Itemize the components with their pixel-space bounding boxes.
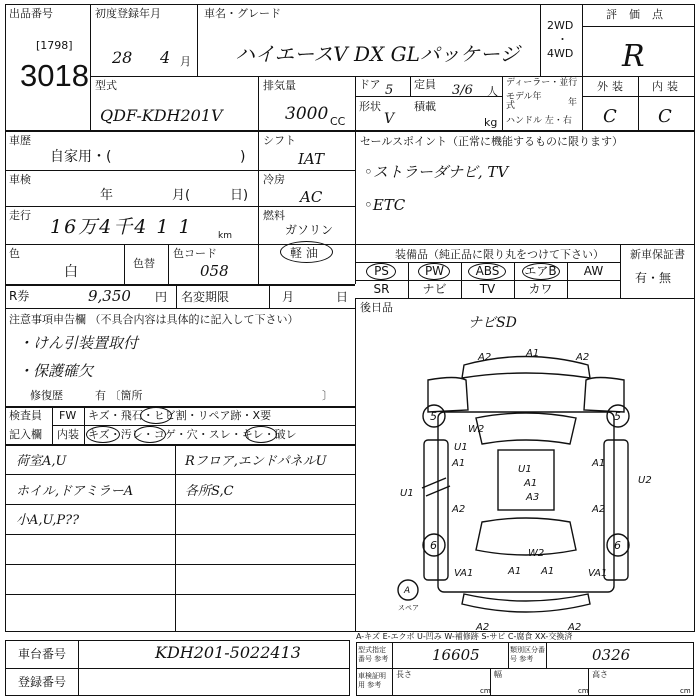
deadline-month: 月	[282, 290, 295, 304]
sales-line2: ◦ETC	[364, 196, 406, 214]
mark-w2-front: W2	[468, 424, 485, 435]
comment-1: 荷室A,U	[16, 454, 67, 469]
color-value: 白	[64, 264, 78, 280]
mark-a1-right: A1	[592, 458, 606, 469]
lot-sub: [1798]	[36, 39, 73, 52]
mark-5-fl: 5	[430, 410, 437, 423]
windshield-shape	[476, 413, 576, 444]
notes-line1: ・けん引装置取付	[18, 334, 139, 352]
displacement-unit: CC	[330, 115, 346, 128]
mileage-unit: km	[218, 231, 232, 241]
length-label: 長さ	[396, 670, 412, 679]
name-grade-value: ハイエースV DX GLパッケージ	[235, 42, 520, 66]
type-designation-value: 16605	[432, 646, 480, 664]
interior-insp-label: 内装	[57, 428, 79, 441]
first-reg-month-unit: 月	[180, 55, 191, 68]
mark-a1-front: A1	[526, 348, 540, 359]
mark-a2-left-rear: A2	[452, 504, 466, 515]
legend: A-キズ E-エクボ U-凹み W-補修跡 S-サビ C-腐食 XX-交換済	[356, 632, 573, 641]
category-label: 類別区分番号 参考	[510, 646, 545, 663]
equip-navi: ナビ	[422, 282, 447, 296]
width-label: 幅	[494, 670, 502, 679]
equip-airbag: エアB	[524, 264, 557, 278]
scratch-circle	[86, 426, 120, 443]
mark-6-rr: 6	[614, 539, 621, 552]
category-value: 0326	[592, 646, 631, 664]
equip-ps: PS	[374, 264, 389, 278]
warranty-label: 新車保証書	[630, 248, 685, 261]
repair-value: 有 〔箇所	[95, 389, 143, 402]
repair-label: 修復歴	[30, 389, 63, 402]
model-value: QDF-KDH201V	[100, 106, 223, 125]
first-reg-label: 初度登録年月	[95, 7, 161, 20]
year-unit: 年	[568, 98, 578, 108]
entry-label: 記入欄	[9, 428, 42, 441]
equip-leather: カワ	[528, 282, 553, 296]
shaken-month: 月(	[172, 188, 191, 203]
mark-u1-front: U1	[454, 442, 468, 453]
comment-5: 小A,U,P??	[16, 513, 80, 528]
fuel-circle	[280, 241, 333, 263]
capacity-label: 定員	[414, 78, 436, 91]
drive-4wd: 4WD	[547, 47, 574, 60]
loading-label: 積載	[414, 100, 436, 113]
r-unit: 円	[155, 290, 168, 304]
length-unit: cm	[480, 687, 491, 695]
rear-bumper-shape	[462, 594, 590, 612]
color-code-label: 色コード	[173, 247, 217, 260]
exterior-value: C	[603, 106, 617, 127]
ac-value: AC	[300, 188, 323, 206]
right-front-shape	[584, 378, 624, 413]
chassis-label: 車台番号	[18, 647, 67, 661]
name-grade-label: 車名・グレード	[204, 7, 281, 20]
notes-line2: ・保護確欠	[18, 362, 94, 380]
mark-5-fr: 5	[614, 410, 621, 423]
car-damage-diagram	[356, 340, 694, 632]
mark-a1-roof: A1	[524, 478, 538, 489]
inspector-label: 検査員	[9, 409, 42, 422]
height-label: 高さ	[592, 670, 608, 679]
loading-unit: kg	[484, 116, 498, 129]
cert-label: 車検証明用 参考	[358, 672, 386, 689]
deadline-day: 日	[336, 290, 349, 304]
height-unit: cm	[680, 687, 691, 695]
dealer-label: ディーラー・並行	[506, 78, 578, 88]
interior-insp-items: キズ・汚レ・コゲ・穴・スレ・キレ・破レ	[88, 428, 297, 441]
score-label: 評価点	[606, 8, 675, 21]
mark-va1-left: VA1	[454, 568, 474, 579]
fw-items: キズ・飛石・ヒビ割・リペア跡・X要	[88, 409, 272, 422]
model-label: 型式	[95, 79, 117, 92]
left-side-shape	[424, 440, 448, 580]
score-value: R	[622, 39, 645, 74]
interior-value: C	[658, 106, 672, 127]
door-value: 5	[385, 83, 394, 98]
fuel-label: 燃料	[263, 209, 285, 222]
shape-label: 形状	[359, 100, 381, 113]
notes-label: 注意事項申告欄 （不具合内容は具体的に記入して下さい）	[9, 313, 299, 326]
lot-number: 3018	[20, 58, 89, 93]
mark-a-spare: A	[404, 586, 411, 596]
mark-a2-front-right: A2	[576, 352, 590, 363]
rear-window-shape	[476, 518, 576, 555]
mark-a2-front-left: A2	[478, 352, 492, 363]
repair-close: 〕	[322, 389, 333, 402]
left-front-shape	[428, 378, 468, 413]
airbag-circle	[522, 263, 560, 280]
shaken-year: 年	[100, 188, 114, 203]
shift-label: シフト	[263, 134, 296, 147]
mark-u1-left: U1	[400, 488, 414, 499]
mark-a1-left: A1	[452, 458, 466, 469]
handle-label: ハンドル 左・右	[506, 116, 572, 126]
aftermarket-label: 後日品	[360, 301, 393, 314]
chip-circle	[140, 407, 172, 424]
shape-value: V	[384, 111, 395, 127]
abs-circle	[468, 263, 506, 280]
shaken-label: 車検	[9, 173, 31, 186]
lot-label: 出品番号	[9, 7, 53, 20]
spare-label: スペア	[398, 604, 419, 612]
interior-label: 内装	[652, 80, 682, 93]
fuel-light-oil: 軽 油	[290, 246, 318, 260]
sales-line1: ◦ストラーダナビ, TV	[364, 163, 509, 181]
equipment-label: 装備品（純正品に限り丸をつけて下さい）	[395, 248, 604, 261]
mileage-label: 走行	[9, 209, 31, 222]
mark-a1-rear-left: A1	[508, 566, 522, 577]
history-close: )	[240, 149, 246, 165]
fw-label: FW	[59, 409, 77, 422]
equip-pw: PW	[424, 264, 445, 278]
mark-a1-rear-right: A1	[541, 566, 555, 577]
pw-circle	[418, 263, 450, 280]
model-year-label: モデル年式	[506, 92, 542, 111]
mark-w2-rear: W2	[528, 548, 545, 559]
mark-a2-rear-right: A2	[568, 622, 582, 632]
chassis-value: KDH201-5022413	[155, 643, 301, 662]
drive-dot: ・	[557, 33, 568, 46]
mark-a2-right-rear: A2	[592, 504, 606, 515]
equip-aw: AW	[583, 264, 604, 278]
shaken-day: 日)	[230, 188, 249, 203]
displacement-value: 3000	[285, 104, 329, 124]
drive-2wd: 2WD	[547, 19, 574, 32]
fuel-gasoline: ガソリン	[285, 223, 334, 237]
right-side-shape	[604, 440, 628, 580]
sales-label: セールスポイント（正常に機能するものに限ります）	[360, 135, 624, 148]
equip-abs: ABS	[475, 264, 500, 278]
color-code-value: 058	[200, 262, 229, 280]
mark-u1-roof: U1	[518, 464, 532, 475]
capacity-value: 3/6	[452, 83, 473, 98]
ps-circle	[366, 263, 396, 280]
comment-4: 各所S,C	[185, 484, 234, 499]
equip-sr: SR	[373, 282, 390, 296]
warranty-value: 有・無	[635, 271, 672, 285]
mark-va1-right: VA1	[588, 568, 608, 579]
first-reg-year: 28	[112, 48, 133, 67]
history-label: 車歴	[9, 134, 31, 147]
mark-6-rl: 6	[430, 539, 437, 552]
comment-3: ホイル,ドアミラーA	[16, 484, 134, 499]
stain-circle	[134, 426, 166, 443]
first-reg-month: 4	[160, 48, 171, 67]
reg-label: 登録番号	[18, 675, 67, 689]
comment-2: Rフロア,エンドパネルU	[185, 454, 327, 469]
mirror-scribble	[422, 478, 450, 496]
equip-tv: TV	[479, 282, 496, 296]
door-label: ドア	[359, 78, 381, 91]
mark-a2-rear-left: A2	[476, 622, 490, 632]
displacement-label: 排気量	[263, 79, 296, 92]
capacity-unit: 人	[487, 85, 498, 98]
deadline-label: 名変期限	[181, 290, 230, 304]
width-unit: cm	[578, 687, 589, 695]
aftermarket-value: ナビSD	[468, 315, 517, 331]
r-value: 9,350	[88, 287, 131, 305]
history-value: 自家用・(	[50, 149, 112, 165]
ac-label: 冷房	[263, 173, 285, 186]
color-change-label: 色替	[133, 257, 155, 270]
shift-value: IAT	[298, 150, 324, 168]
wear-circle	[245, 426, 277, 443]
mark-u2-right: U2	[638, 475, 652, 486]
type-designation-label: 型式指定番号 参考	[358, 646, 389, 663]
mark-a3-roof: A3	[526, 492, 540, 503]
r-label: R券	[9, 289, 30, 303]
exterior-label: 外装	[597, 80, 627, 93]
mileage-value: 16万4千4 1 1	[50, 216, 193, 238]
color-label: 色	[9, 247, 20, 260]
